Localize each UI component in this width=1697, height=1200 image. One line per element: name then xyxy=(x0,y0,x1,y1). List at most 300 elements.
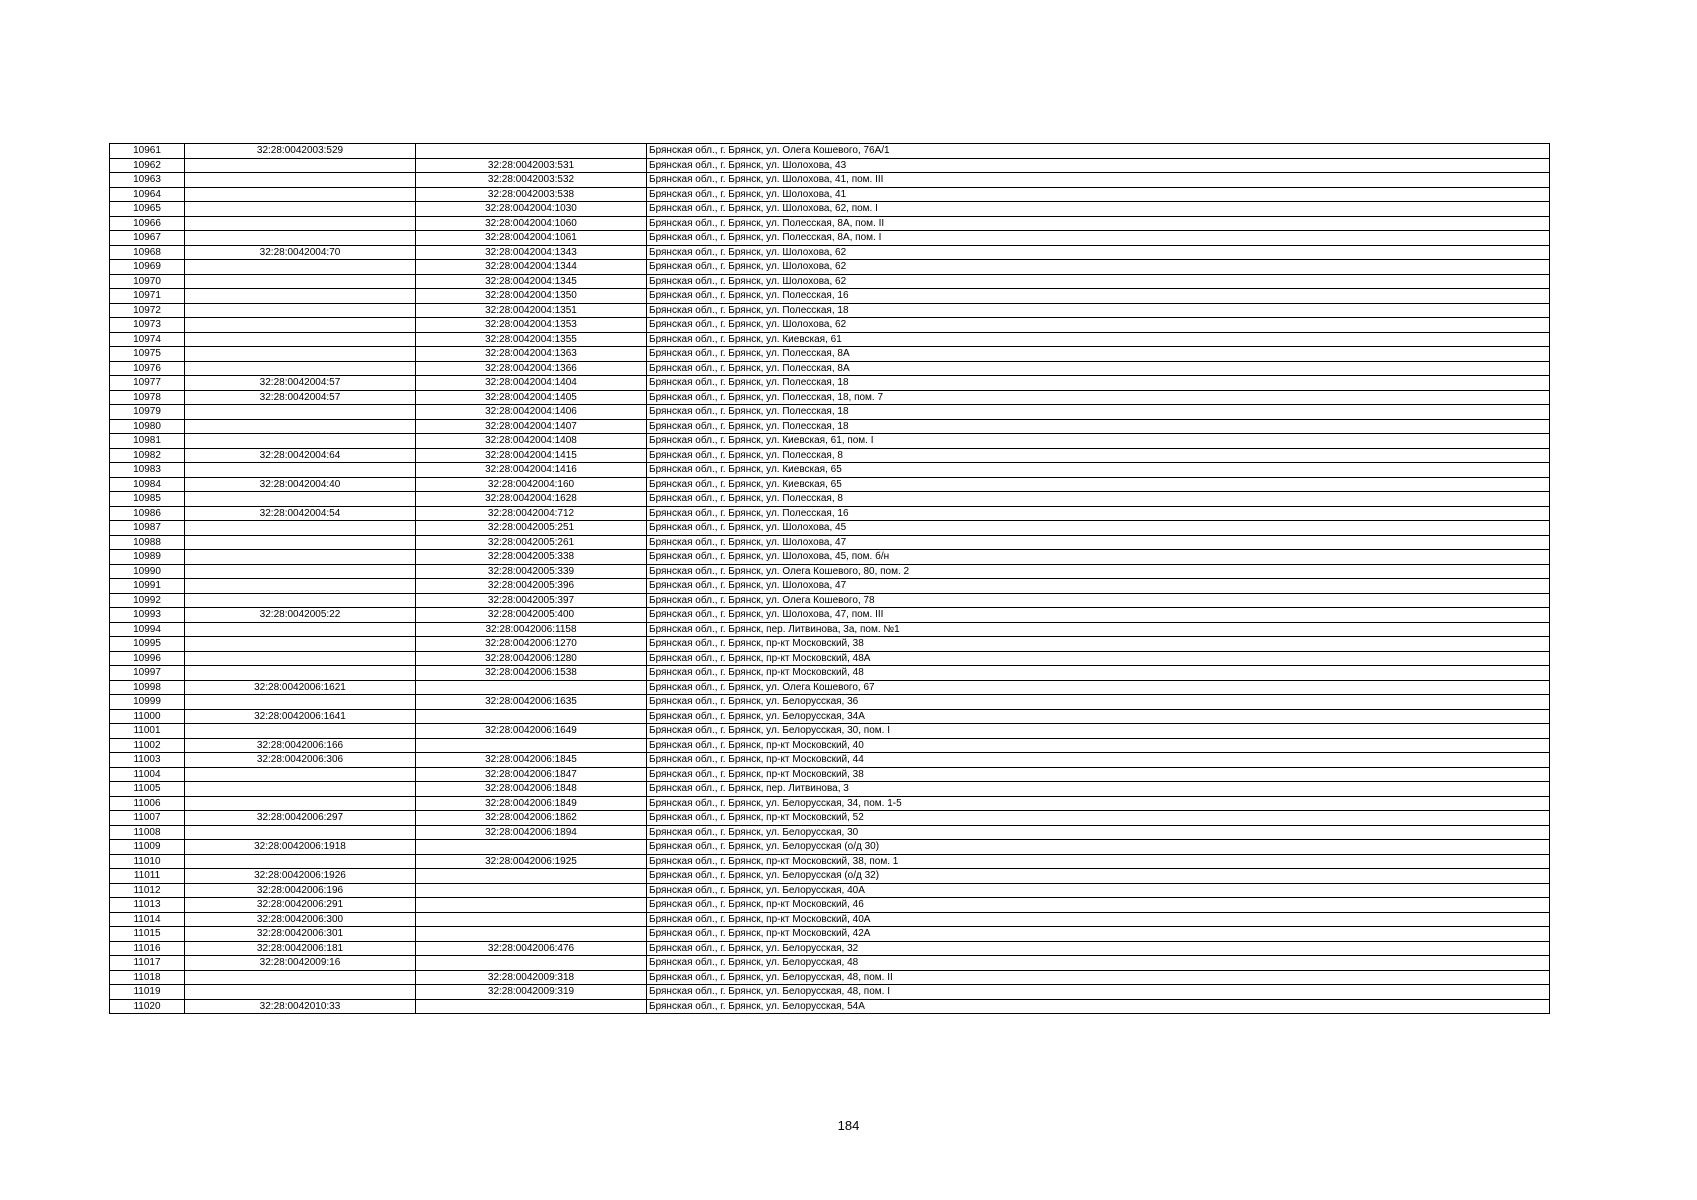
table-row xyxy=(110,521,1550,536)
table-row xyxy=(110,448,1550,463)
land-cadastral-number-cell: 32:28:0042006:306 xyxy=(185,753,416,768)
land-cadastral-number-cell xyxy=(185,463,416,478)
table-row xyxy=(110,158,1550,173)
row-number-cell: 10974 xyxy=(110,332,185,347)
object-cadastral-number-cell: 32:28:0042004:1416 xyxy=(416,463,647,478)
table-row xyxy=(110,680,1550,695)
object-cadastral-number-cell: 32:28:0042004:1353 xyxy=(416,318,647,333)
table-row xyxy=(110,405,1550,420)
object-cadastral-number-cell xyxy=(416,956,647,971)
address-cell: Брянская обл., г. Брянск, пр-кт Московский, 40 xyxy=(647,738,1550,753)
land-cadastral-number-cell xyxy=(185,303,416,318)
land-cadastral-number-cell: 32:28:0042006:181 xyxy=(185,941,416,956)
object-cadastral-number-cell: 32:28:0042005:400 xyxy=(416,608,647,623)
table-row xyxy=(110,738,1550,753)
land-cadastral-number-cell: 32:28:0042004:40 xyxy=(185,477,416,492)
object-cadastral-number-cell: 32:28:0042004:1628 xyxy=(416,492,647,507)
object-cadastral-number-cell: 32:28:0042004:1405 xyxy=(416,390,647,405)
table-row xyxy=(110,796,1550,811)
object-cadastral-number-cell xyxy=(416,927,647,942)
object-cadastral-number-cell: 32:28:0042004:1061 xyxy=(416,231,647,246)
land-cadastral-number-cell xyxy=(185,405,416,420)
table-row xyxy=(110,956,1550,971)
land-cadastral-number-cell: 32:28:0042006:1926 xyxy=(185,869,416,884)
table-row xyxy=(110,347,1550,362)
land-cadastral-number-cell: 32:28:0042006:297 xyxy=(185,811,416,826)
table-row xyxy=(110,318,1550,333)
land-cadastral-number-cell: 32:28:0042003:529 xyxy=(185,144,416,159)
table-row xyxy=(110,651,1550,666)
address-cell: Брянская обл., г. Брянск, ул. Полесская, 16 xyxy=(647,289,1550,304)
table-row xyxy=(110,144,1550,159)
table-row xyxy=(110,463,1550,478)
object-cadastral-number-cell: 32:28:0042004:1355 xyxy=(416,332,647,347)
land-cadastral-number-cell xyxy=(185,985,416,1000)
table-row xyxy=(110,608,1550,623)
address-cell: Брянская обл., г. Брянск, ул. Олега Кошевого, 78 xyxy=(647,593,1550,608)
object-cadastral-number-cell: 32:28:0042005:339 xyxy=(416,564,647,579)
row-number-cell: 10976 xyxy=(110,361,185,376)
row-number-cell: 11012 xyxy=(110,883,185,898)
address-cell: Брянская обл., г. Брянск, ул. Белорусская, 30, пом. I xyxy=(647,724,1550,739)
land-cadastral-number-cell xyxy=(185,854,416,869)
row-number-cell: 11018 xyxy=(110,970,185,985)
address-cell: Брянская обл., г. Брянск, ул. Шолохова, 62 xyxy=(647,274,1550,289)
table-row xyxy=(110,999,1550,1014)
row-number-cell: 10995 xyxy=(110,637,185,652)
table-row xyxy=(110,303,1550,318)
table-row xyxy=(110,361,1550,376)
address-cell: Брянская обл., г. Брянск, ул. Шолохова, 47 xyxy=(647,535,1550,550)
object-cadastral-number-cell: 32:28:0042006:1925 xyxy=(416,854,647,869)
address-cell: Брянская обл., г. Брянск, пр-кт Московский, 38 xyxy=(647,767,1550,782)
address-cell: Брянская обл., г. Брянск, пер. Литвинова, 3а, пом. №1 xyxy=(647,622,1550,637)
row-number-cell: 10982 xyxy=(110,448,185,463)
address-cell: Брянская обл., г. Брянск, пр-кт Московский, 38, пом. 1 xyxy=(647,854,1550,869)
address-cell: Брянская обл., г. Брянск, ул. Белорусская, 36 xyxy=(647,695,1550,710)
object-cadastral-number-cell: 32:28:0042006:1270 xyxy=(416,637,647,652)
address-cell: Брянская обл., г. Брянск, ул. Белорусская (о/д 32) xyxy=(647,869,1550,884)
table-row xyxy=(110,724,1550,739)
address-cell: Брянская обл., г. Брянск, ул. Шолохова, 47 xyxy=(647,579,1550,594)
table-row xyxy=(110,390,1550,405)
table-row xyxy=(110,506,1550,521)
table-row xyxy=(110,492,1550,507)
table-row xyxy=(110,419,1550,434)
object-cadastral-number-cell: 32:28:0042004:1415 xyxy=(416,448,647,463)
land-cadastral-number-cell: 32:28:0042006:1641 xyxy=(185,709,416,724)
address-cell: Брянская обл., г. Брянск, ул. Киевская, 61, пом. I xyxy=(647,434,1550,449)
object-cadastral-number-cell xyxy=(416,999,647,1014)
address-cell: Брянская обл., г. Брянск, ул. Полесская, 8 xyxy=(647,448,1550,463)
table-row xyxy=(110,927,1550,942)
address-cell: Брянская обл., г. Брянск, ул. Шолохова, 45, пом. б/н xyxy=(647,550,1550,565)
row-number-cell: 11015 xyxy=(110,927,185,942)
address-cell: Брянская обл., г. Брянск, ул. Полесская, 8 xyxy=(647,492,1550,507)
address-cell: Брянская обл., г. Брянск, ул. Белорусская (о/д 30) xyxy=(647,840,1550,855)
address-cell: Брянская обл., г. Брянск, ул. Белорусская, 40А xyxy=(647,883,1550,898)
address-cell: Брянская обл., г. Брянск, ул. Полесская, 8А xyxy=(647,347,1550,362)
object-cadastral-number-cell: 32:28:0042003:538 xyxy=(416,187,647,202)
land-cadastral-number-cell: 32:28:0042006:300 xyxy=(185,912,416,927)
land-cadastral-number-cell xyxy=(185,579,416,594)
address-cell: Брянская обл., г. Брянск, ул. Полесская, 18 xyxy=(647,419,1550,434)
row-number-cell: 11005 xyxy=(110,782,185,797)
table-row xyxy=(110,898,1550,913)
object-cadastral-number-cell: 32:28:0042004:1350 xyxy=(416,289,647,304)
table-row xyxy=(110,173,1550,188)
row-number-cell: 10961 xyxy=(110,144,185,159)
address-cell: Брянская обл., г. Брянск, пр-кт Московский, 40А xyxy=(647,912,1550,927)
address-cell: Брянская обл., г. Брянск, ул. Шолохова, 45 xyxy=(647,521,1550,536)
object-cadastral-number-cell: 32:28:0042006:1894 xyxy=(416,825,647,840)
row-number-cell: 10988 xyxy=(110,535,185,550)
row-number-cell: 10984 xyxy=(110,477,185,492)
land-cadastral-number-cell xyxy=(185,347,416,362)
object-cadastral-number-cell xyxy=(416,898,647,913)
row-number-cell: 10989 xyxy=(110,550,185,565)
table-row xyxy=(110,245,1550,260)
address-cell: Брянская обл., г. Брянск, ул. Полесская, 18 xyxy=(647,405,1550,420)
row-number-cell: 11000 xyxy=(110,709,185,724)
row-number-cell: 10994 xyxy=(110,622,185,637)
table-row xyxy=(110,782,1550,797)
row-number-cell: 10967 xyxy=(110,231,185,246)
address-cell: Брянская обл., г. Брянск, ул. Киевская, 65 xyxy=(647,463,1550,478)
row-number-cell: 10962 xyxy=(110,158,185,173)
row-number-cell: 11002 xyxy=(110,738,185,753)
object-cadastral-number-cell: 32:28:0042004:1408 xyxy=(416,434,647,449)
object-cadastral-number-cell xyxy=(416,840,647,855)
address-cell: Брянская обл., г. Брянск, пр-кт Московский, 44 xyxy=(647,753,1550,768)
object-cadastral-number-cell: 32:28:0042004:712 xyxy=(416,506,647,521)
row-number-cell: 11014 xyxy=(110,912,185,927)
land-cadastral-number-cell: 32:28:0042009:16 xyxy=(185,956,416,971)
object-cadastral-number-cell: 32:28:0042003:531 xyxy=(416,158,647,173)
row-number-cell: 10968 xyxy=(110,245,185,260)
object-cadastral-number-cell: 32:28:0042006:1538 xyxy=(416,666,647,681)
table-row xyxy=(110,289,1550,304)
land-cadastral-number-cell xyxy=(185,318,416,333)
address-cell: Брянская обл., г. Брянск, ул. Белорусская, 30 xyxy=(647,825,1550,840)
table-row xyxy=(110,477,1550,492)
row-number-cell: 10978 xyxy=(110,390,185,405)
object-cadastral-number-cell: 32:28:0042005:338 xyxy=(416,550,647,565)
object-cadastral-number-cell: 32:28:0042004:1351 xyxy=(416,303,647,318)
object-cadastral-number-cell xyxy=(416,144,647,159)
land-cadastral-number-cell xyxy=(185,434,416,449)
land-cadastral-number-cell xyxy=(185,622,416,637)
land-cadastral-number-cell: 32:28:0042006:1918 xyxy=(185,840,416,855)
land-cadastral-number-cell xyxy=(185,216,416,231)
row-number-cell: 11004 xyxy=(110,767,185,782)
table-row xyxy=(110,376,1550,391)
land-cadastral-number-cell: 32:28:0042004:64 xyxy=(185,448,416,463)
row-number-cell: 11016 xyxy=(110,941,185,956)
object-cadastral-number-cell xyxy=(416,883,647,898)
row-number-cell: 11003 xyxy=(110,753,185,768)
land-cadastral-number-cell xyxy=(185,202,416,217)
address-cell: Брянская обл., г. Брянск, пер. Литвинова, 3 xyxy=(647,782,1550,797)
object-cadastral-number-cell: 32:28:0042004:1363 xyxy=(416,347,647,362)
row-number-cell: 11009 xyxy=(110,840,185,855)
object-cadastral-number-cell: 32:28:0042006:1649 xyxy=(416,724,647,739)
land-cadastral-number-cell xyxy=(185,289,416,304)
row-number-cell: 10973 xyxy=(110,318,185,333)
land-cadastral-number-cell: 32:28:0042004:57 xyxy=(185,376,416,391)
address-cell: Брянская обл., г. Брянск, ул. Шолохова, 62 xyxy=(647,318,1550,333)
row-number-cell: 10991 xyxy=(110,579,185,594)
land-cadastral-number-cell xyxy=(185,593,416,608)
address-cell: Брянская обл., г. Брянск, ул. Полесская, 8А, пом. I xyxy=(647,231,1550,246)
table-row xyxy=(110,274,1550,289)
land-cadastral-number-cell xyxy=(185,492,416,507)
object-cadastral-number-cell: 32:28:0042006:1280 xyxy=(416,651,647,666)
address-cell: Брянская обл., г. Брянск, ул. Олега Кошевого, 80, пом. 2 xyxy=(647,564,1550,579)
object-cadastral-number-cell: 32:28:0042006:1845 xyxy=(416,753,647,768)
table-row xyxy=(110,637,1550,652)
object-cadastral-number-cell: 32:28:0042004:1345 xyxy=(416,274,647,289)
address-cell: Брянская обл., г. Брянск, пр-кт Московский, 52 xyxy=(647,811,1550,826)
table-row xyxy=(110,593,1550,608)
row-number-cell: 11008 xyxy=(110,825,185,840)
table-row xyxy=(110,695,1550,710)
address-cell: Брянская обл., г. Брянск, пр-кт Московский, 48 xyxy=(647,666,1550,681)
row-number-cell: 10993 xyxy=(110,608,185,623)
land-cadastral-number-cell: 32:28:0042010:33 xyxy=(185,999,416,1014)
object-cadastral-number-cell xyxy=(416,738,647,753)
object-cadastral-number-cell: 32:28:0042006:1847 xyxy=(416,767,647,782)
table-row xyxy=(110,666,1550,681)
row-number-cell: 10998 xyxy=(110,680,185,695)
row-number-cell: 10981 xyxy=(110,434,185,449)
object-cadastral-number-cell: 32:28:0042004:1344 xyxy=(416,260,647,275)
row-number-cell: 10990 xyxy=(110,564,185,579)
address-cell: Брянская обл., г. Брянск, ул. Полесская, 8А, пом. II xyxy=(647,216,1550,231)
address-cell: Брянская обл., г. Брянск, ул. Шолохова, 47, пом. III xyxy=(647,608,1550,623)
address-cell: Брянская обл., г. Брянск, ул. Шолохова, 43 xyxy=(647,158,1550,173)
address-cell: Брянская обл., г. Брянск, ул. Киевская, 61 xyxy=(647,332,1550,347)
table-row xyxy=(110,564,1550,579)
address-cell: Брянская обл., г. Брянск, ул. Шолохова, 41 xyxy=(647,187,1550,202)
registry-table xyxy=(109,143,1550,1014)
row-number-cell: 10972 xyxy=(110,303,185,318)
row-number-cell: 10965 xyxy=(110,202,185,217)
land-cadastral-number-cell xyxy=(185,767,416,782)
object-cadastral-number-cell: 32:28:0042004:1407 xyxy=(416,419,647,434)
row-number-cell: 10999 xyxy=(110,695,185,710)
object-cadastral-number-cell: 32:28:0042006:1848 xyxy=(416,782,647,797)
land-cadastral-number-cell xyxy=(185,550,416,565)
table-row xyxy=(110,434,1550,449)
table-row xyxy=(110,869,1550,884)
object-cadastral-number-cell: 32:28:0042004:1404 xyxy=(416,376,647,391)
table-row xyxy=(110,709,1550,724)
land-cadastral-number-cell xyxy=(185,173,416,188)
table-row xyxy=(110,579,1550,594)
land-cadastral-number-cell xyxy=(185,187,416,202)
object-cadastral-number-cell xyxy=(416,869,647,884)
table-row xyxy=(110,811,1550,826)
row-number-cell: 11019 xyxy=(110,985,185,1000)
row-number-cell: 10996 xyxy=(110,651,185,666)
row-number-cell: 10963 xyxy=(110,173,185,188)
address-cell: Брянская обл., г. Брянск, ул. Белорусская, 48, пом. I xyxy=(647,985,1550,1000)
land-cadastral-number-cell: 32:28:0042006:301 xyxy=(185,927,416,942)
table-row xyxy=(110,535,1550,550)
land-cadastral-number-cell: 32:28:0042006:166 xyxy=(185,738,416,753)
address-cell: Брянская обл., г. Брянск, ул. Полесская, 18 xyxy=(647,376,1550,391)
land-cadastral-number-cell xyxy=(185,521,416,536)
row-number-cell: 10992 xyxy=(110,593,185,608)
address-cell: Брянская обл., г. Брянск, ул. Шолохова, 62, пом. I xyxy=(647,202,1550,217)
land-cadastral-number-cell xyxy=(185,158,416,173)
object-cadastral-number-cell: 32:28:0042006:476 xyxy=(416,941,647,956)
address-cell: Брянская обл., г. Брянск, ул. Киевская, 65 xyxy=(647,477,1550,492)
address-cell: Брянская обл., г. Брянск, ул. Полесская, 18, пом. 7 xyxy=(647,390,1550,405)
table-row xyxy=(110,202,1550,217)
land-cadastral-number-cell xyxy=(185,724,416,739)
table-row xyxy=(110,550,1550,565)
row-number-cell: 11013 xyxy=(110,898,185,913)
table-row xyxy=(110,941,1550,956)
address-cell: Брянская обл., г. Брянск, ул. Полесская, 16 xyxy=(647,506,1550,521)
address-cell: Брянская обл., г. Брянск, ул. Белорусская, 32 xyxy=(647,941,1550,956)
land-cadastral-number-cell xyxy=(185,782,416,797)
land-cadastral-number-cell xyxy=(185,825,416,840)
table-row xyxy=(110,767,1550,782)
object-cadastral-number-cell: 32:28:0042004:1060 xyxy=(416,216,647,231)
land-cadastral-number-cell xyxy=(185,637,416,652)
land-cadastral-number-cell: 32:28:0042006:1621 xyxy=(185,680,416,695)
row-number-cell: 11011 xyxy=(110,869,185,884)
address-cell: Брянская обл., г. Брянск, пр-кт Московский, 46 xyxy=(647,898,1550,913)
address-cell: Брянская обл., г. Брянск, ул. Шолохова, 62 xyxy=(647,245,1550,260)
object-cadastral-number-cell: 32:28:0042006:1862 xyxy=(416,811,647,826)
row-number-cell: 10987 xyxy=(110,521,185,536)
row-number-cell: 10997 xyxy=(110,666,185,681)
object-cadastral-number-cell: 32:28:0042004:1343 xyxy=(416,245,647,260)
object-cadastral-number-cell: 32:28:0042009:319 xyxy=(416,985,647,1000)
land-cadastral-number-cell: 32:28:0042004:57 xyxy=(185,390,416,405)
table-row xyxy=(110,970,1550,985)
table-row xyxy=(110,854,1550,869)
table-row xyxy=(110,231,1550,246)
address-cell: Брянская обл., г. Брянск, ул. Олега Кошевого, 76А/1 xyxy=(647,144,1550,159)
address-cell: Брянская обл., г. Брянск, ул. Олега Кошевого, 67 xyxy=(647,680,1550,695)
table-row xyxy=(110,985,1550,1000)
object-cadastral-number-cell: 32:28:0042004:1030 xyxy=(416,202,647,217)
object-cadastral-number-cell xyxy=(416,709,647,724)
object-cadastral-number-cell: 32:28:0042006:1158 xyxy=(416,622,647,637)
address-cell: Брянская обл., г. Брянск, ул. Белорусская, 48, пом. II xyxy=(647,970,1550,985)
row-number-cell: 10966 xyxy=(110,216,185,231)
object-cadastral-number-cell: 32:28:0042004:1366 xyxy=(416,361,647,376)
land-cadastral-number-cell: 32:28:0042004:70 xyxy=(185,245,416,260)
address-cell: Брянская обл., г. Брянск, ул. Полесская, 18 xyxy=(647,303,1550,318)
object-cadastral-number-cell xyxy=(416,912,647,927)
object-cadastral-number-cell: 32:28:0042009:318 xyxy=(416,970,647,985)
table-row xyxy=(110,332,1550,347)
land-cadastral-number-cell: 32:28:0042006:291 xyxy=(185,898,416,913)
object-cadastral-number-cell: 32:28:0042006:1849 xyxy=(416,796,647,811)
row-number-cell: 10977 xyxy=(110,376,185,391)
object-cadastral-number-cell xyxy=(416,680,647,695)
address-cell: Брянская обл., г. Брянск, пр-кт Московский, 48А xyxy=(647,651,1550,666)
row-number-cell: 10980 xyxy=(110,419,185,434)
land-cadastral-number-cell: 32:28:0042004:54 xyxy=(185,506,416,521)
land-cadastral-number-cell xyxy=(185,666,416,681)
land-cadastral-number-cell xyxy=(185,651,416,666)
object-cadastral-number-cell: 32:28:0042005:261 xyxy=(416,535,647,550)
row-number-cell: 11007 xyxy=(110,811,185,826)
page-number: 184 xyxy=(837,1118,860,1133)
row-number-cell: 11020 xyxy=(110,999,185,1014)
address-cell: Брянская обл., г. Брянск, ул. Белорусская, 34А xyxy=(647,709,1550,724)
object-cadastral-number-cell: 32:28:0042005:251 xyxy=(416,521,647,536)
row-number-cell: 10986 xyxy=(110,506,185,521)
table-row xyxy=(110,883,1550,898)
land-cadastral-number-cell xyxy=(185,231,416,246)
object-cadastral-number-cell: 32:28:0042004:1406 xyxy=(416,405,647,420)
row-number-cell: 10969 xyxy=(110,260,185,275)
table-row xyxy=(110,216,1550,231)
row-number-cell: 11001 xyxy=(110,724,185,739)
land-cadastral-number-cell xyxy=(185,332,416,347)
address-cell: Брянская обл., г. Брянск, пр-кт Московский, 42А xyxy=(647,927,1550,942)
table-row xyxy=(110,840,1550,855)
land-cadastral-number-cell xyxy=(185,274,416,289)
land-cadastral-number-cell xyxy=(185,361,416,376)
land-cadastral-number-cell xyxy=(185,695,416,710)
table-row xyxy=(110,825,1550,840)
address-cell: Брянская обл., г. Брянск, ул. Белорусская, 34, пом. 1-5 xyxy=(647,796,1550,811)
object-cadastral-number-cell: 32:28:0042004:160 xyxy=(416,477,647,492)
object-cadastral-number-cell: 32:28:0042005:397 xyxy=(416,593,647,608)
object-cadastral-number-cell: 32:28:0042003:532 xyxy=(416,173,647,188)
row-number-cell: 10983 xyxy=(110,463,185,478)
land-cadastral-number-cell xyxy=(185,796,416,811)
table-row xyxy=(110,912,1550,927)
address-cell: Брянская обл., г. Брянск, ул. Белорусская, 54А xyxy=(647,999,1550,1014)
land-cadastral-number-cell xyxy=(185,970,416,985)
row-number-cell: 10975 xyxy=(110,347,185,362)
table-row xyxy=(110,622,1550,637)
table-row xyxy=(110,260,1550,275)
object-cadastral-number-cell: 32:28:0042006:1635 xyxy=(416,695,647,710)
row-number-cell: 10979 xyxy=(110,405,185,420)
table-row xyxy=(110,753,1550,768)
table-row xyxy=(110,187,1550,202)
land-cadastral-number-cell xyxy=(185,419,416,434)
address-cell: Брянская обл., г. Брянск, ул. Полесская, 8А xyxy=(647,361,1550,376)
land-cadastral-number-cell xyxy=(185,535,416,550)
row-number-cell: 10964 xyxy=(110,187,185,202)
row-number-cell: 11010 xyxy=(110,854,185,869)
address-cell: Брянская обл., г. Брянск, ул. Шолохова, 41, пом. III xyxy=(647,173,1550,188)
registry-table-body xyxy=(110,144,1550,1014)
land-cadastral-number-cell: 32:28:0042005:22 xyxy=(185,608,416,623)
address-cell: Брянская обл., г. Брянск, пр-кт Московский, 38 xyxy=(647,637,1550,652)
row-number-cell: 11006 xyxy=(110,796,185,811)
row-number-cell: 10971 xyxy=(110,289,185,304)
land-cadastral-number-cell xyxy=(185,564,416,579)
land-cadastral-number-cell xyxy=(185,260,416,275)
row-number-cell: 11017 xyxy=(110,956,185,971)
address-cell: Брянская обл., г. Брянск, ул. Шолохова, 62 xyxy=(647,260,1550,275)
row-number-cell: 10985 xyxy=(110,492,185,507)
object-cadastral-number-cell: 32:28:0042005:396 xyxy=(416,579,647,594)
